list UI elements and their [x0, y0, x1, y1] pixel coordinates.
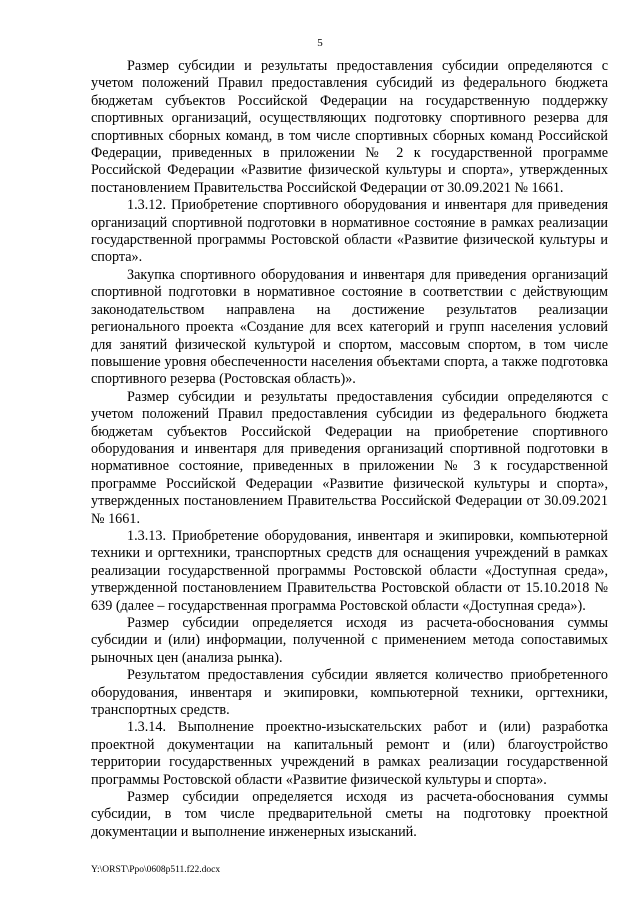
page-number: 5 [317, 37, 323, 49]
document-body [91, 58, 608, 841]
paragraph-subsidy-size-1: Размер субсидии и результаты предоставления субсидии определяются с учетом положений Правил предоставления субсидий из федерального бюджета бюджетам субъектов Российской Федерации на государственную поддержку спортивных организаций, осуществляющих подготовку спортивного резерва для спортивных сборных команд, в том числе спортивных сборных команд Российской Федерации, приведенных в приложении № 2 к государственной программе Российской Федерации «Развитие физической культуры и спорта», утвержденных постановлением Правительства Российской Федерации от 30.09.2021 № 1661. [91, 58, 608, 196]
paragraph-equipment-purchase: Закупка спортивного оборудования и инвентаря для приведения организаций спортивной подготовки в нормативное состояние в соответствии с действующим законодательством направлена на достижение результатов реализации регионального проекта «Создание для всех категорий и групп населения условий для занятий физической культурой и спортом, массовым спортом, в том числе повышение уровня обеспеченности населения объектами спорта, а также подготовка спортивного резерва (Ростовская область)». [91, 266, 608, 388]
paragraph-item-1-3-13: 1.3.13. Приобретение оборудования, инвентаря и экипировки, компьютерной техники и оргтехники, транспортных средств для оснащения учреждений в рамках реализации государственной программы Ростовской области «Доступная среда», утвержденной постановлением Правительства Ростовской области от 15.10.2018 № 639 (далее – государственная программа Ростовской области «Доступная среда»). [91, 527, 608, 614]
paragraph-subsidy-calculation-2: Размер субсидии определяется исходя из расчета-обоснования суммы субсидии, в том числе предварительной сметы на подготовку проектной документации и выполнение инженерных изысканий. [91, 789, 608, 840]
paragraph-subsidy-calculation-1: Размер субсидии определяется исходя из расчета-обоснования суммы субсидии и (или) информации, полученной с применением метода сопоставимых рыночных цен (анализа рынка). [91, 615, 608, 666]
paragraph-subsidy-size-2: Размер субсидии и результаты предоставления субсидии определяются с учетом положений Правил предоставления субсидии из федерального бюджета бюджетам субъектов Российской Федерации на приобретение спортивного оборудования и инвентаря для приведения организаций спортивной подготовки в нормативное состояние, приведенных в приложении № 3 к государственной программе Российской Федерации «Развитие физической культуры и спорта», утвержденных постановлением Правительства Российской Федерации от 30.09.2021 № 1661. [91, 388, 608, 527]
footer-file-path: Y:\ORST\Ppo\0608p511.f22.docx [91, 865, 221, 875]
paragraph-subsidy-result: Результатом предоставления субсидии является количество приобретенного оборудования, инвентаря и экипировки, компьютерной техники, оргтехники, транспортных средств. [91, 667, 608, 719]
paragraph-item-1-3-12: 1.3.12. Приобретение спортивного оборудования и инвентаря для приведения организаций спортивной подготовки в нормативное состояние в рамках реализации государственной программы Ростовской области «Развитие физической культуры и спорта». [91, 197, 608, 266]
paragraph-item-1-3-14: 1.3.14. Выполнение проектно-изыскательских работ и (или) разработка проектной документации на капитальный ремонт и (или) благоустройство территории государственных учреждений в рамках реализации государственной программы Ростовской области «Развитие физической культуры и спорта». [91, 719, 608, 788]
